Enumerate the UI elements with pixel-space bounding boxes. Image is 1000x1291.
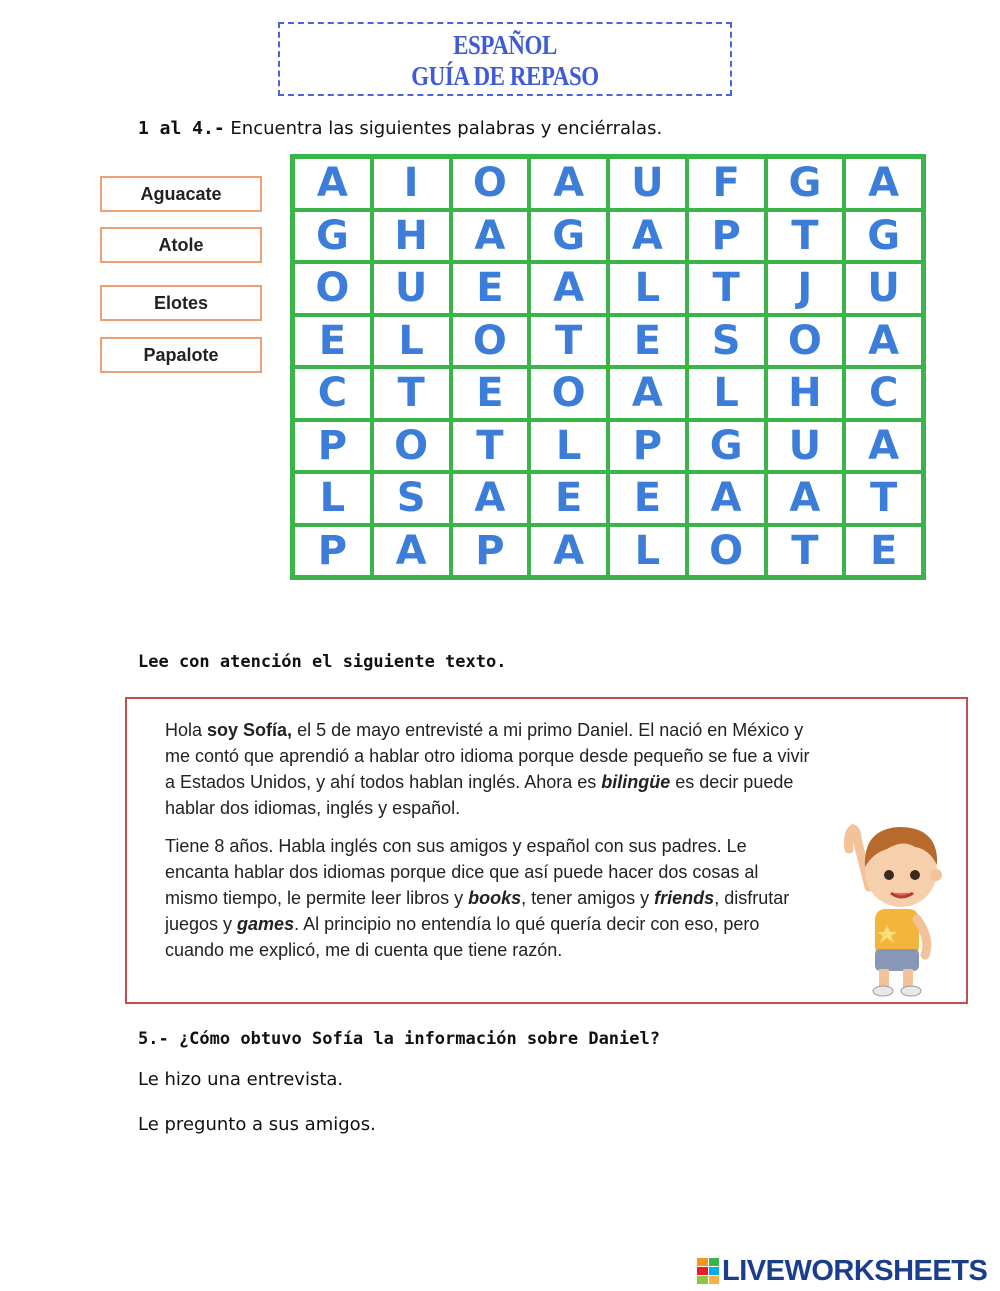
grid-cell[interactable]: L bbox=[608, 525, 687, 578]
grid-cell[interactable]: H bbox=[372, 210, 451, 263]
p2-text-a: Tiene 8 años. Habla inglés con sus amigos y español con sus padres. Le encanta hablar dos idiomas porque dice que así puede hacer dos cosas al mismo tiempo, le permite leer libros y bbox=[165, 836, 759, 908]
grid-cell[interactable]: L bbox=[372, 315, 451, 368]
reading-paragraph-1 bbox=[165, 717, 815, 821]
grid-cell[interactable]: S bbox=[372, 472, 451, 525]
grid-cell[interactable]: H bbox=[766, 367, 845, 420]
grid-cell[interactable]: E bbox=[608, 472, 687, 525]
reading-heading: Lee con atención el siguiente texto. bbox=[138, 652, 507, 672]
grid-cell[interactable]: A bbox=[687, 472, 766, 525]
p2-text-e: , disfrutar juegos y bbox=[165, 888, 790, 934]
question-5: 5.- ¿Cómo obtuvo Sofía la información sobre Daniel? bbox=[138, 1029, 660, 1049]
grid-cell[interactable]: A bbox=[608, 210, 687, 263]
p1-bold-bilingue: bilingüe bbox=[601, 772, 671, 792]
grid-cell[interactable]: I bbox=[372, 157, 451, 210]
p1-text-c: el 5 de mayo entrevisté a mi primo Daniel. El nació en México y me contó que aprendió a hablar otro idioma porque desde pequeño se fue a vivir a Estados Unidos, y ahí todos hablan inglés. Ahora es bbox=[165, 720, 810, 792]
grid-cell[interactable]: O bbox=[451, 157, 530, 210]
word-papalote: Papalote bbox=[100, 337, 262, 373]
grid-cell[interactable]: A bbox=[844, 157, 923, 210]
p2-bold-books: books bbox=[468, 888, 522, 908]
grid-cell[interactable]: A bbox=[844, 315, 923, 368]
grid-cell[interactable]: E bbox=[293, 315, 372, 368]
grid-cell[interactable]: O bbox=[529, 367, 608, 420]
grid-cell[interactable]: P bbox=[687, 210, 766, 263]
grid-cell[interactable]: U bbox=[766, 420, 845, 473]
p2-text-c: , tener amigos y bbox=[521, 888, 655, 908]
grid-cell[interactable]: T bbox=[529, 315, 608, 368]
title-box bbox=[278, 22, 732, 96]
grid-cell[interactable]: U bbox=[844, 262, 923, 315]
p1-text-e: es decir puede hablar dos idiomas, inglés y español. bbox=[165, 772, 794, 818]
grid-cell[interactable]: A bbox=[451, 472, 530, 525]
grid-cell[interactable]: S bbox=[687, 315, 766, 368]
p1-text-a: Hola bbox=[165, 720, 208, 740]
logo-square bbox=[697, 1276, 708, 1284]
grid-cell[interactable]: P bbox=[293, 420, 372, 473]
grid-cell[interactable]: G bbox=[844, 210, 923, 263]
grid-cell[interactable]: G bbox=[766, 157, 845, 210]
word-atole: Atole bbox=[100, 227, 262, 263]
logo-square bbox=[697, 1267, 708, 1275]
grid-cell[interactable]: P bbox=[293, 525, 372, 578]
instruction-number: 1 al 4.- bbox=[138, 118, 225, 139]
grid-cell[interactable]: E bbox=[844, 525, 923, 578]
grid-cell[interactable]: U bbox=[608, 157, 687, 210]
grid-cell[interactable]: O bbox=[372, 420, 451, 473]
grid-cell[interactable]: E bbox=[529, 472, 608, 525]
word-search-grid[interactable] bbox=[290, 154, 926, 580]
grid-cell[interactable]: T bbox=[766, 210, 845, 263]
grid-cell[interactable]: A bbox=[844, 420, 923, 473]
grid-cell[interactable]: A bbox=[451, 210, 530, 263]
instruction bbox=[138, 118, 662, 139]
grid-cell[interactable]: L bbox=[529, 420, 608, 473]
grid-cell[interactable]: U bbox=[372, 262, 451, 315]
answer-option-2[interactable]: Le pregunto a sus amigos. bbox=[138, 1114, 376, 1135]
grid-cell[interactable]: L bbox=[687, 367, 766, 420]
grid-cell[interactable]: A bbox=[529, 157, 608, 210]
grid-cell[interactable]: O bbox=[451, 315, 530, 368]
grid-cell[interactable]: E bbox=[451, 367, 530, 420]
grid-cell[interactable]: O bbox=[293, 262, 372, 315]
grid-cell[interactable]: T bbox=[372, 367, 451, 420]
grid-cell[interactable]: O bbox=[766, 315, 845, 368]
grid-cell[interactable]: P bbox=[451, 525, 530, 578]
grid-cell[interactable]: E bbox=[608, 315, 687, 368]
grid-cell[interactable]: G bbox=[293, 210, 372, 263]
p2-bold-friends: friends bbox=[654, 888, 715, 908]
logo-square bbox=[697, 1258, 708, 1266]
grid-cell[interactable]: A bbox=[608, 367, 687, 420]
grid-cell[interactable]: C bbox=[293, 367, 372, 420]
instruction-text: Encuentra las siguientes palabras y enciérralas. bbox=[224, 118, 663, 139]
logo-squares-icon bbox=[697, 1258, 719, 1284]
grid-cell[interactable]: T bbox=[451, 420, 530, 473]
grid-cell[interactable]: A bbox=[372, 525, 451, 578]
grid-cell[interactable]: L bbox=[608, 262, 687, 315]
logo-square bbox=[709, 1258, 720, 1266]
grid-cell[interactable]: T bbox=[844, 472, 923, 525]
p1-bold-name: soy Sofía, bbox=[207, 720, 293, 740]
grid-cell[interactable]: A bbox=[293, 157, 372, 210]
title-line1: ESPAÑOL bbox=[453, 30, 557, 60]
grid-cell[interactable]: P bbox=[608, 420, 687, 473]
grid-cell[interactable]: C bbox=[844, 367, 923, 420]
grid-cell[interactable]: G bbox=[687, 420, 766, 473]
grid-cell[interactable]: A bbox=[529, 262, 608, 315]
title-line2: GUÍA DE REPASO bbox=[411, 61, 599, 91]
grid-cell[interactable]: G bbox=[529, 210, 608, 263]
answer-option-1[interactable]: Le hizo una entrevista. bbox=[138, 1069, 344, 1090]
logo-text: LIVEWORKSHEETS bbox=[722, 1254, 988, 1287]
grid-cell[interactable]: A bbox=[766, 472, 845, 525]
liveworksheets-logo bbox=[697, 1255, 987, 1287]
logo-square bbox=[709, 1267, 720, 1275]
grid-cell[interactable]: E bbox=[451, 262, 530, 315]
word-aguacate: Aguacate bbox=[100, 176, 262, 212]
word-elotes: Elotes bbox=[100, 285, 262, 321]
grid-cell[interactable]: L bbox=[293, 472, 372, 525]
grid-cell[interactable]: O bbox=[687, 525, 766, 578]
boy-illustration bbox=[839, 809, 951, 999]
logo-square bbox=[709, 1276, 720, 1284]
reading-box bbox=[125, 697, 968, 1004]
grid-cell[interactable]: F bbox=[687, 157, 766, 210]
grid-cell[interactable]: J bbox=[766, 262, 845, 315]
p2-text-g: . Al principio no entendía lo qué quería decir con eso, pero cuando me explicó, me di cuenta que tiene razón. bbox=[165, 914, 760, 960]
grid-cell[interactable]: A bbox=[529, 525, 608, 578]
p2-bold-games: games bbox=[237, 914, 295, 934]
reading-paragraph-2 bbox=[165, 833, 815, 963]
grid-cell[interactable]: T bbox=[766, 525, 845, 578]
grid-cell[interactable]: T bbox=[687, 262, 766, 315]
